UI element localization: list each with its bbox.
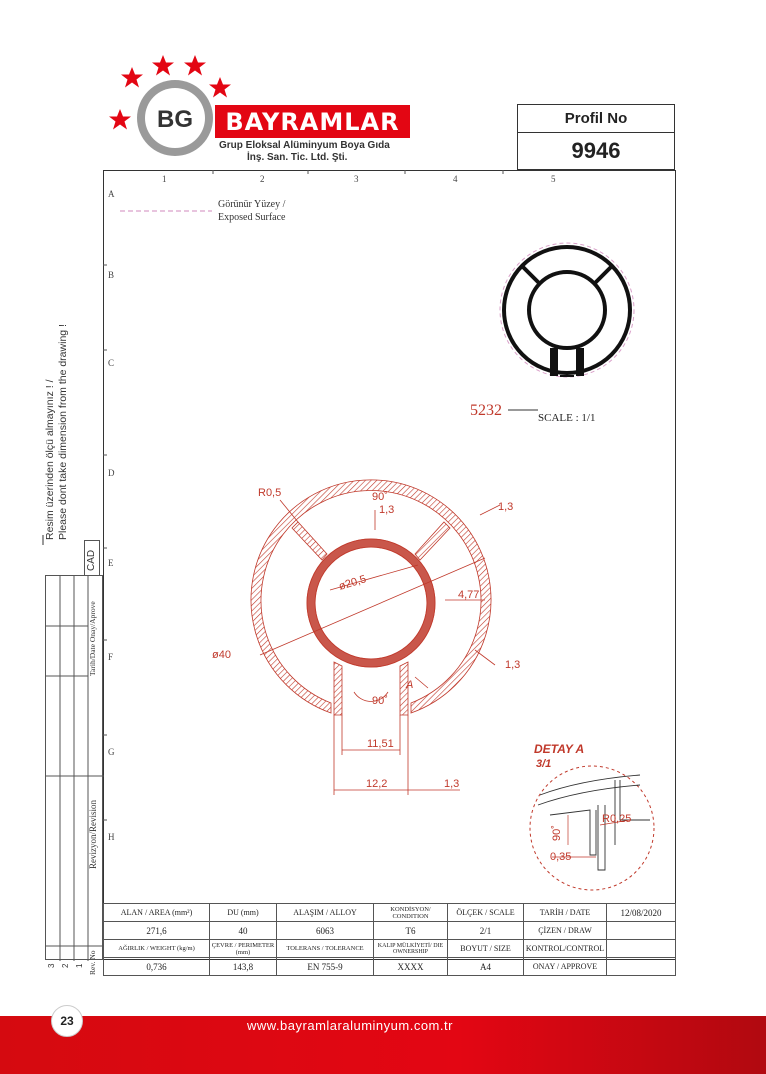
cell-scale-value: 2/1 bbox=[448, 922, 524, 940]
star-icon bbox=[121, 67, 143, 88]
detail-radius: R0,25 bbox=[602, 813, 632, 825]
cell-scale-label: ÖLÇEK / SCALE bbox=[448, 904, 524, 922]
dim-slot-wall: 1,3 bbox=[444, 778, 460, 790]
cell-approve-value bbox=[607, 958, 676, 976]
logo-initials: BG bbox=[157, 106, 193, 133]
detail-depth: 0,35 bbox=[550, 851, 572, 863]
dim-wall-right: 1,3 bbox=[498, 501, 514, 513]
row-letter: D bbox=[108, 468, 115, 478]
title-block-table bbox=[103, 903, 676, 976]
cell-die-label: KALIP MÜLKİYETİ/ DIE OWNERSHIP bbox=[374, 940, 448, 958]
rev-num: 1 bbox=[75, 963, 84, 968]
detail-scale: 3/1 bbox=[536, 758, 552, 770]
profil-number: 9946 bbox=[571, 138, 621, 163]
rev-num: 2 bbox=[61, 963, 70, 968]
cell-control-value bbox=[607, 940, 676, 958]
cell-date-value: 12/08/2020 bbox=[607, 904, 676, 922]
dim-wall-top: 1,3 bbox=[379, 504, 395, 516]
brand-subtitle-2: İnş. San. Tic. Ltd. Şti. bbox=[247, 152, 348, 163]
legend-tr: Görünür Yüzey / bbox=[218, 199, 286, 210]
cell-weight-label: AĞIRLIK / WEIGHT (kg/m) bbox=[104, 940, 210, 958]
profil-label: Profil No bbox=[518, 105, 674, 133]
cell-approve-label: ONAY / APPROVE bbox=[524, 958, 607, 976]
cell-perimeter-value: 143,8 bbox=[210, 958, 277, 976]
row-letter: F bbox=[108, 652, 114, 662]
cell-condition-label: KONDİSYON/ CONDITION bbox=[374, 904, 448, 922]
cell-du-label: DU (mm) bbox=[210, 904, 277, 922]
cell-alloy-label: ALAŞIM / ALLOY bbox=[277, 904, 374, 922]
cell-tolerance-label: TOLERANS / TOLERANCE bbox=[277, 940, 374, 958]
dim-wall-outer: 1,3 bbox=[505, 659, 521, 671]
row-letter: A bbox=[108, 189, 115, 199]
detail-title: DETAY A bbox=[534, 742, 585, 756]
column-number: 5 bbox=[551, 174, 556, 184]
column-number: 4 bbox=[453, 174, 458, 184]
dim-r05: R0,5 bbox=[258, 487, 282, 499]
legend-en: Exposed Surface bbox=[218, 212, 286, 223]
warning-tr: Resim üzerinden ölçü almayınız ! / bbox=[44, 379, 56, 540]
cell-draw-label: ÇİZEN / DRAW bbox=[524, 922, 607, 940]
cell-weight-value: 0,736 bbox=[104, 958, 210, 976]
mark-a: A bbox=[406, 679, 414, 691]
exposed-surface-line bbox=[120, 205, 220, 217]
scale-label: SCALE : 1/1 bbox=[538, 412, 596, 424]
row-letter: B bbox=[108, 270, 115, 280]
cell-area-label: ALAN / AREA (mm²) bbox=[104, 904, 210, 922]
cell-size-value: A4 bbox=[448, 958, 524, 976]
cell-du-value: 40 bbox=[210, 922, 277, 940]
star-icon bbox=[152, 55, 174, 76]
cell-control-label: KONTROL/CONTROL bbox=[524, 940, 607, 958]
profile-main-drawing bbox=[200, 470, 540, 800]
row-letter: G bbox=[108, 747, 115, 757]
cell-condition-value: T6 bbox=[374, 922, 448, 940]
cell-tolerance-value: EN 755-9 bbox=[277, 958, 374, 976]
rev-num: 3 bbox=[47, 963, 56, 968]
detail-a-view bbox=[520, 765, 665, 895]
cell-alloy-value: 6063 bbox=[277, 922, 374, 940]
detail-angle: 90˚ bbox=[551, 825, 563, 841]
row-letter: H bbox=[108, 832, 115, 842]
cell-date-label: TARİH / DATE bbox=[524, 904, 607, 922]
dim-gap: 4,77 bbox=[458, 589, 480, 601]
brand-subtitle-1: Grup Eloksal Alüminyum Boya Gıda bbox=[219, 140, 390, 151]
star-icon bbox=[109, 109, 131, 130]
dim-inner-dia: ø20,5 bbox=[337, 573, 368, 593]
profil-box bbox=[517, 104, 675, 170]
cell-area-value: 271,6 bbox=[104, 922, 210, 940]
row-letter: E bbox=[108, 558, 114, 568]
dim-angle-top: 90˚ bbox=[372, 491, 388, 503]
dim-angle-bottom: 90˚ bbox=[372, 695, 388, 707]
column-number: 1 bbox=[162, 174, 167, 184]
star-icon bbox=[209, 77, 231, 98]
star-icon bbox=[184, 55, 206, 76]
revision-label: Revizyon/Revision bbox=[88, 800, 98, 869]
cell-draw-value bbox=[607, 922, 676, 940]
brand-name: BAYRAMLAR bbox=[215, 105, 410, 138]
website-link[interactable]: www.bayramlaraluminyum.com.tr bbox=[247, 1018, 453, 1033]
cell-die-value: XXXX bbox=[374, 958, 448, 976]
row-letter: C bbox=[108, 358, 115, 368]
page-number: 23 bbox=[51, 1005, 83, 1037]
dim-slot-outer: 12,2 bbox=[366, 778, 388, 790]
dim-outer-dia: ø40 bbox=[212, 649, 231, 661]
warning-mark bbox=[38, 535, 48, 545]
approve-label: Tarih/Date Onay/Aprove bbox=[88, 601, 97, 676]
cell-size-label: BOYUT / SIZE bbox=[448, 940, 524, 958]
profile-code: 5232 bbox=[470, 402, 502, 419]
rev-no-label: Rev. No bbox=[88, 950, 97, 975]
warning-en: Please dont take dimension from the drawing ! bbox=[57, 324, 69, 540]
column-number: 3 bbox=[354, 174, 359, 184]
dim-slot-inner: 11,51 bbox=[367, 738, 394, 750]
cad-label: CAD bbox=[86, 549, 97, 571]
cell-perimeter-label: ÇEVRE / PERIMETER (mm) bbox=[210, 940, 277, 958]
column-number: 2 bbox=[260, 174, 265, 184]
